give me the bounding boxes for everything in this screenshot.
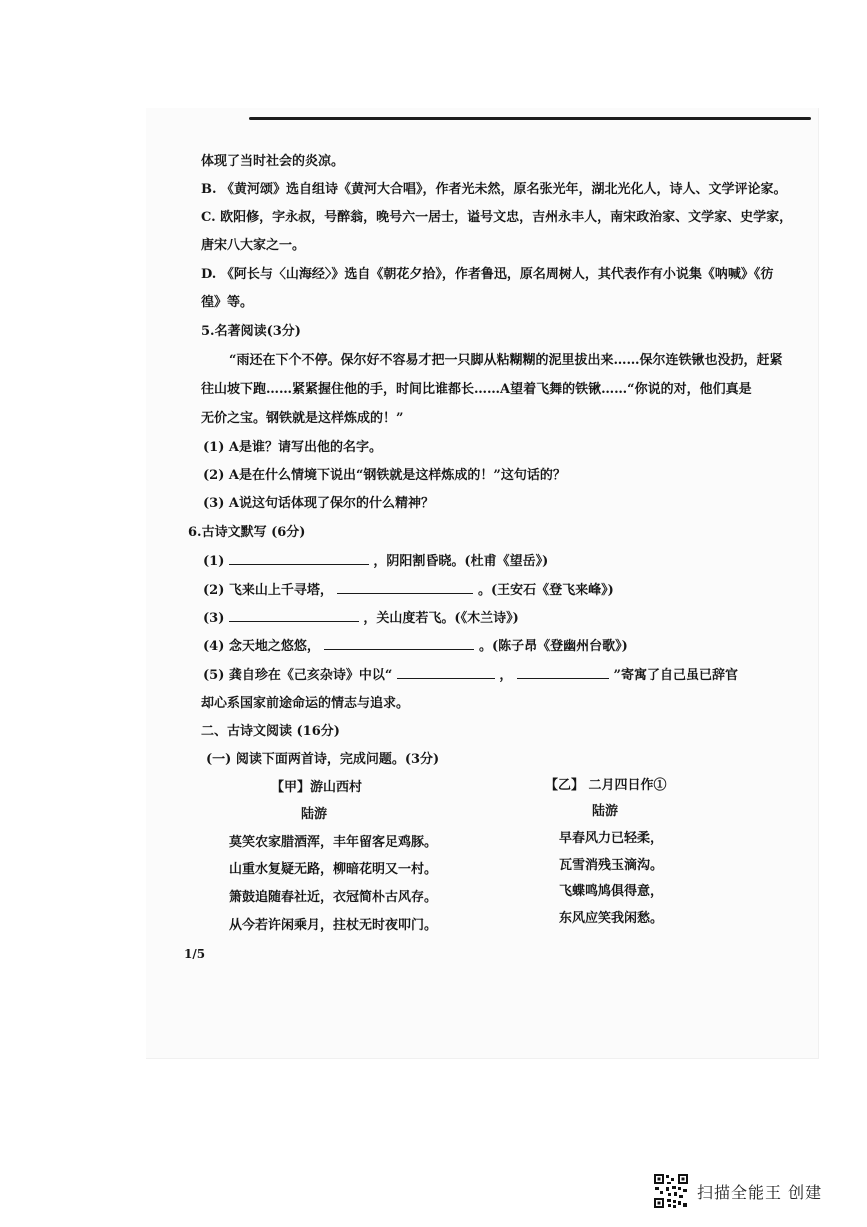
item-text: 。(王安石《登飞来峰》) (477, 583, 614, 598)
section-heading: 6.古诗文默写 (6分) (188, 525, 306, 540)
poem-b-line: 瓦雪消残玉滴沟。 (559, 858, 664, 873)
page-number: 1/5 (184, 947, 206, 961)
poem-b-author: 陆游 (592, 804, 619, 819)
dictation-item-5 (203, 667, 738, 684)
poem-b-line: 飞蝶鸣鸠俱得意， (559, 884, 664, 899)
header-rule (249, 117, 811, 120)
text-line: 徨》等。 (201, 295, 254, 310)
option-b: B. 《黄河颂》选自组诗《黄河大合唱》，作者光未然，原名张光年，湖北光化人，诗人、文学评论家。 (201, 182, 787, 197)
item-text: ”寄寓了自己虽已辞官 (613, 668, 738, 683)
poem-b-title: 【乙】 二月四日作① (545, 778, 667, 793)
dictation-item-4 (203, 638, 628, 655)
passage-line: 往山坡下跑……紧紧握住他的手，时间比谁都长……A望着飞舞的铁锹……“你说的对，他们真是 (201, 382, 752, 397)
text-line: 却心系国家前途命运的情志与追求。 (201, 696, 410, 711)
item-text: ，阴阳割昏晓。(杜甫《望岳》) (373, 554, 549, 569)
answer-blank[interactable] (324, 638, 474, 650)
dictation-item-3 (203, 610, 519, 627)
item-text: ， (499, 668, 513, 683)
poem-a-title: 【甲】游山西村 (271, 780, 363, 795)
passage-line: 无价之宝。钢铁就是这样炼成的！” (201, 411, 404, 426)
watermark-text: 扫描全能王 创建 (697, 1182, 823, 1202)
subsection-heading: (一) 阅读下面两首诗，完成问题。(3分) (206, 752, 440, 767)
poem-a-line: 箫鼓追随春社近，衣冠简朴古风存。 (229, 890, 438, 905)
passage-line: “雨还在下个不停。保尔好不容易才把一只脚从粘糊糊的泥里拔出来……保尔连铁锹也没扔，赶紧 (229, 353, 783, 368)
poem-b-line: 东风应笑我闲愁。 (559, 911, 664, 926)
question-1: (1) A是谁？请写出他的名字。 (203, 440, 382, 455)
option-d: D. 《阿长与〈山海经〉》选自《朝花夕拾》，作者鲁迅，原名周树人，其代表作有小说集《呐喊》《彷 (201, 267, 774, 282)
item-text: (4) 念天地之悠悠， (203, 639, 320, 654)
item-number: (1) (203, 554, 225, 569)
answer-blank[interactable] (229, 610, 359, 622)
poem-a-line: 山重水复疑无路，柳暗花明又一村。 (229, 862, 438, 877)
poem-a-author: 陆游 (301, 807, 328, 822)
item-text: (5) 龚自珍在《己亥杂诗》中以“ (203, 668, 393, 683)
answer-blank[interactable] (337, 582, 473, 594)
item-number: (3) (203, 611, 225, 626)
item-text: 。(陈子昂《登幽州台歌》) (478, 639, 628, 654)
item-text: ，关山度若飞。(《木兰诗》) (363, 611, 519, 626)
poem-a-line: 莫笑农家腊酒浑，丰年留客足鸡豚。 (229, 835, 438, 850)
dictation-item-2 (203, 582, 614, 599)
text-line: 唐宋八大家之一。 (201, 238, 306, 253)
poem-a-line: 从今若许闲乘月，拄杖无时夜叩门。 (229, 918, 438, 933)
qr-code-icon (653, 1173, 689, 1209)
section-heading: 5.名著阅读(3分) (201, 324, 301, 339)
item-text: (2) 飞来山上千寻塔， (203, 583, 333, 598)
question-3: (3) A说这句话体现了保尔的什么精神？ (203, 496, 434, 511)
section-heading: 二、古诗文阅读 (16分) (201, 724, 340, 739)
dictation-item-1 (203, 553, 548, 570)
poem-b-line: 早春风力已轻柔， (559, 831, 664, 846)
question-2: (2) A是在什么情境下说出“钢铁就是这样炼成的！”这句话的？ (203, 468, 566, 483)
scanner-watermark (653, 1173, 822, 1209)
option-c: C. 欧阳修，字永叔，号醉翁，晚号六一居士，谥号文忠，吉州永丰人，南宋政治家、文学家、史学家， (201, 210, 793, 225)
answer-blank[interactable] (229, 553, 369, 565)
answer-blank[interactable] (397, 667, 495, 679)
answer-blank[interactable] (517, 667, 609, 679)
text-line: 体现了当时社会的炎凉。 (201, 154, 345, 169)
